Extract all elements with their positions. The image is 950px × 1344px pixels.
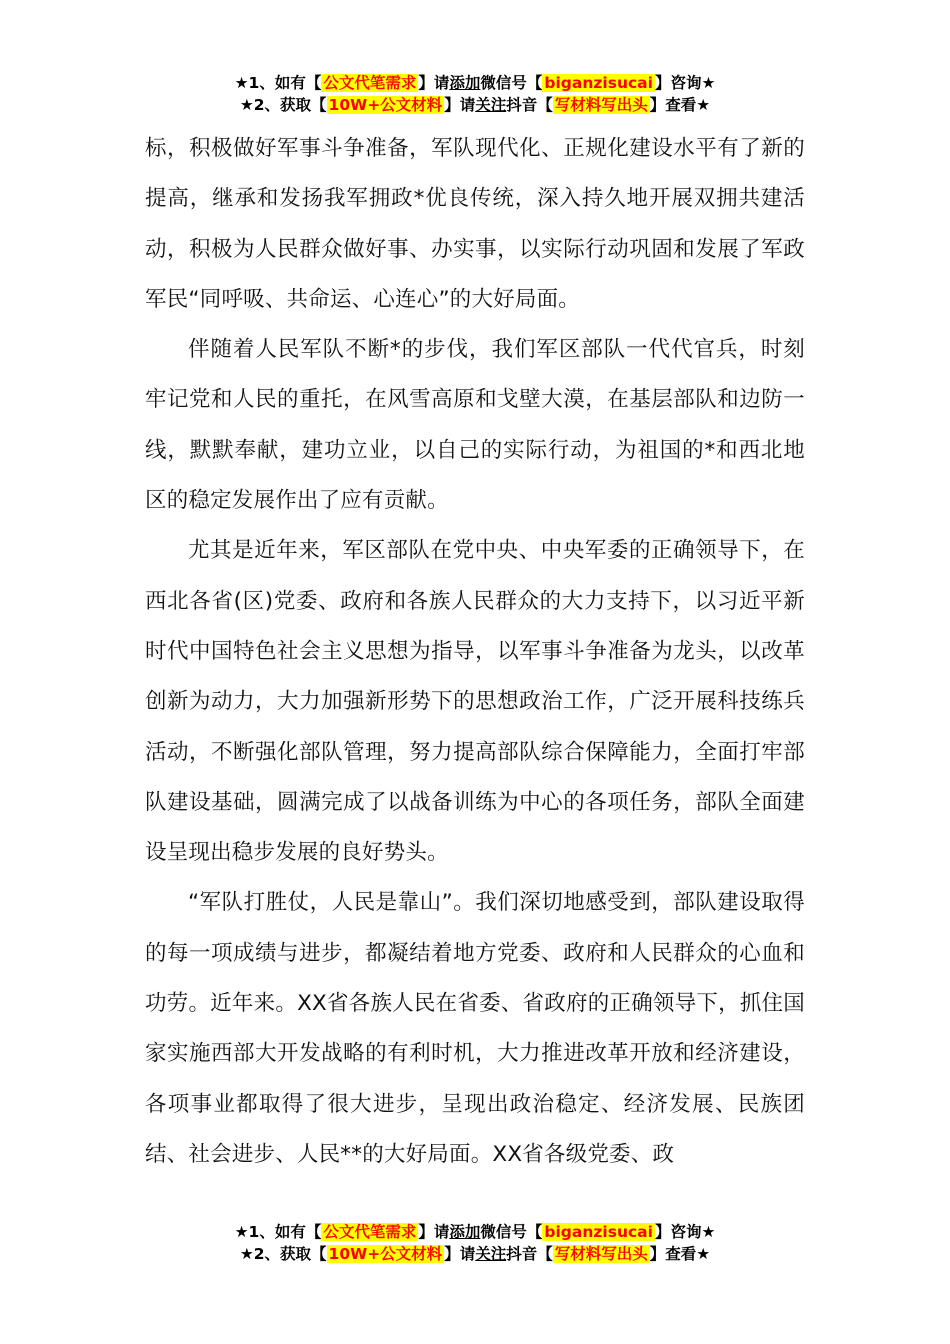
paragraph-continued: 标，积极做好军事斗争准备，军队现代化、正规化建设水平有了新的提高，继承和发扬我军拥政*优良传统，深入持久地开展双拥共建活动，积极为人民群众做好事、办实事，以实际行动巩固和发展了军政军民“同呼吸、共命运、心连心”的大好局面。 — [145, 136, 805, 312]
banner-line-2 — [0, 94, 950, 116]
highlight-douyin-account: 写材料写出头 — [554, 1245, 648, 1263]
paragraph: 伴随着人民军队不断*的步伐，我们军区部队一代代官兵，时刻牢记党和人民的重托，在风雪高原和戈壁大漠，在基层部队和边防一线，默默奉献，建功立业，以自己的实际行动，为祖国的*和西北地区的稳定发展作出了应有贡献。 — [145, 337, 805, 514]
banner-text: 微信号【 — [480, 1223, 543, 1241]
banner-text: 】请 — [418, 1223, 450, 1241]
banner-text: 抖音【 — [506, 1245, 553, 1263]
banner-text: 】请 — [444, 1245, 476, 1263]
highlight-materials: 10W+公文材料 — [328, 96, 443, 114]
highlight-wechat-id: biganzisucai — [544, 1223, 653, 1241]
banner-line-2 — [0, 1243, 950, 1265]
paragraph: 尤其是近年来，军区部队在党中央、中央军委的正确领导下，在西北各省(区)党委、政府和各族人民群众的大力支持下，以习近平新时代中国特色社会主义思想为指导，以军事斗争准备为龙头，以改革创新为动力，大力加强新形势下的思想政治工作，广泛开展科技练兵活动，不断强化部队管理，努力提高部队综合保障能力，全面打牢部队建设基础，圆满完成了以战备训练为中心的各项任务，部队全面建设呈现出稳步发展的良好势头。 — [145, 538, 805, 866]
banner-text: 】请 — [418, 74, 450, 92]
banner-line-1 — [0, 72, 950, 94]
banner-text: ★1、如有【 — [234, 74, 322, 92]
underlined-add: 添加 — [449, 74, 481, 92]
banner-text: 微信号【 — [480, 74, 543, 92]
header-banner — [0, 72, 950, 116]
highlight-ghostwriting: 公文代笔需求 — [323, 74, 417, 92]
highlight-ghostwriting: 公文代笔需求 — [323, 1223, 417, 1241]
banner-text: ★2、获取【 — [239, 1245, 327, 1263]
banner-text: ★2、获取【 — [239, 96, 327, 114]
highlight-wechat-id: biganzisucai — [544, 74, 653, 92]
banner-text: 】请 — [444, 96, 476, 114]
banner-text: 】咨询★ — [654, 1223, 716, 1241]
highlight-materials: 10W+公文材料 — [328, 1245, 443, 1263]
banner-text: 】查看★ — [649, 96, 711, 114]
document-body — [145, 124, 805, 1180]
banner-text: 】咨询★ — [654, 74, 716, 92]
footer-banner — [0, 1221, 950, 1265]
paragraph: “军队打胜仗，人民是靠山”。我们深切地感受到，部队建设取得的每一项成绩与进步，都凝结着地方党委、政府和人民群众的心血和功劳。近年来。XX省各族人民在省委、省政府的正确领导下，抓住国家实施西部大开发战略的有利时机，大力推进改革开放和经济建设，各项事业都取得了很大进步，呈现出政治稳定、经济发展、民族团结、社会进步、人民**的大好局面。XX省各级党委、政 — [145, 890, 805, 1167]
banner-text: ★1、如有【 — [234, 1223, 322, 1241]
highlight-douyin-account: 写材料写出头 — [554, 96, 648, 114]
banner-text: 】查看★ — [649, 1245, 711, 1263]
underlined-follow: 关注 — [475, 96, 507, 114]
underlined-follow: 关注 — [475, 1245, 507, 1263]
banner-text: 抖音【 — [506, 96, 553, 114]
underlined-add: 添加 — [449, 1223, 481, 1241]
banner-line-1 — [0, 1221, 950, 1243]
